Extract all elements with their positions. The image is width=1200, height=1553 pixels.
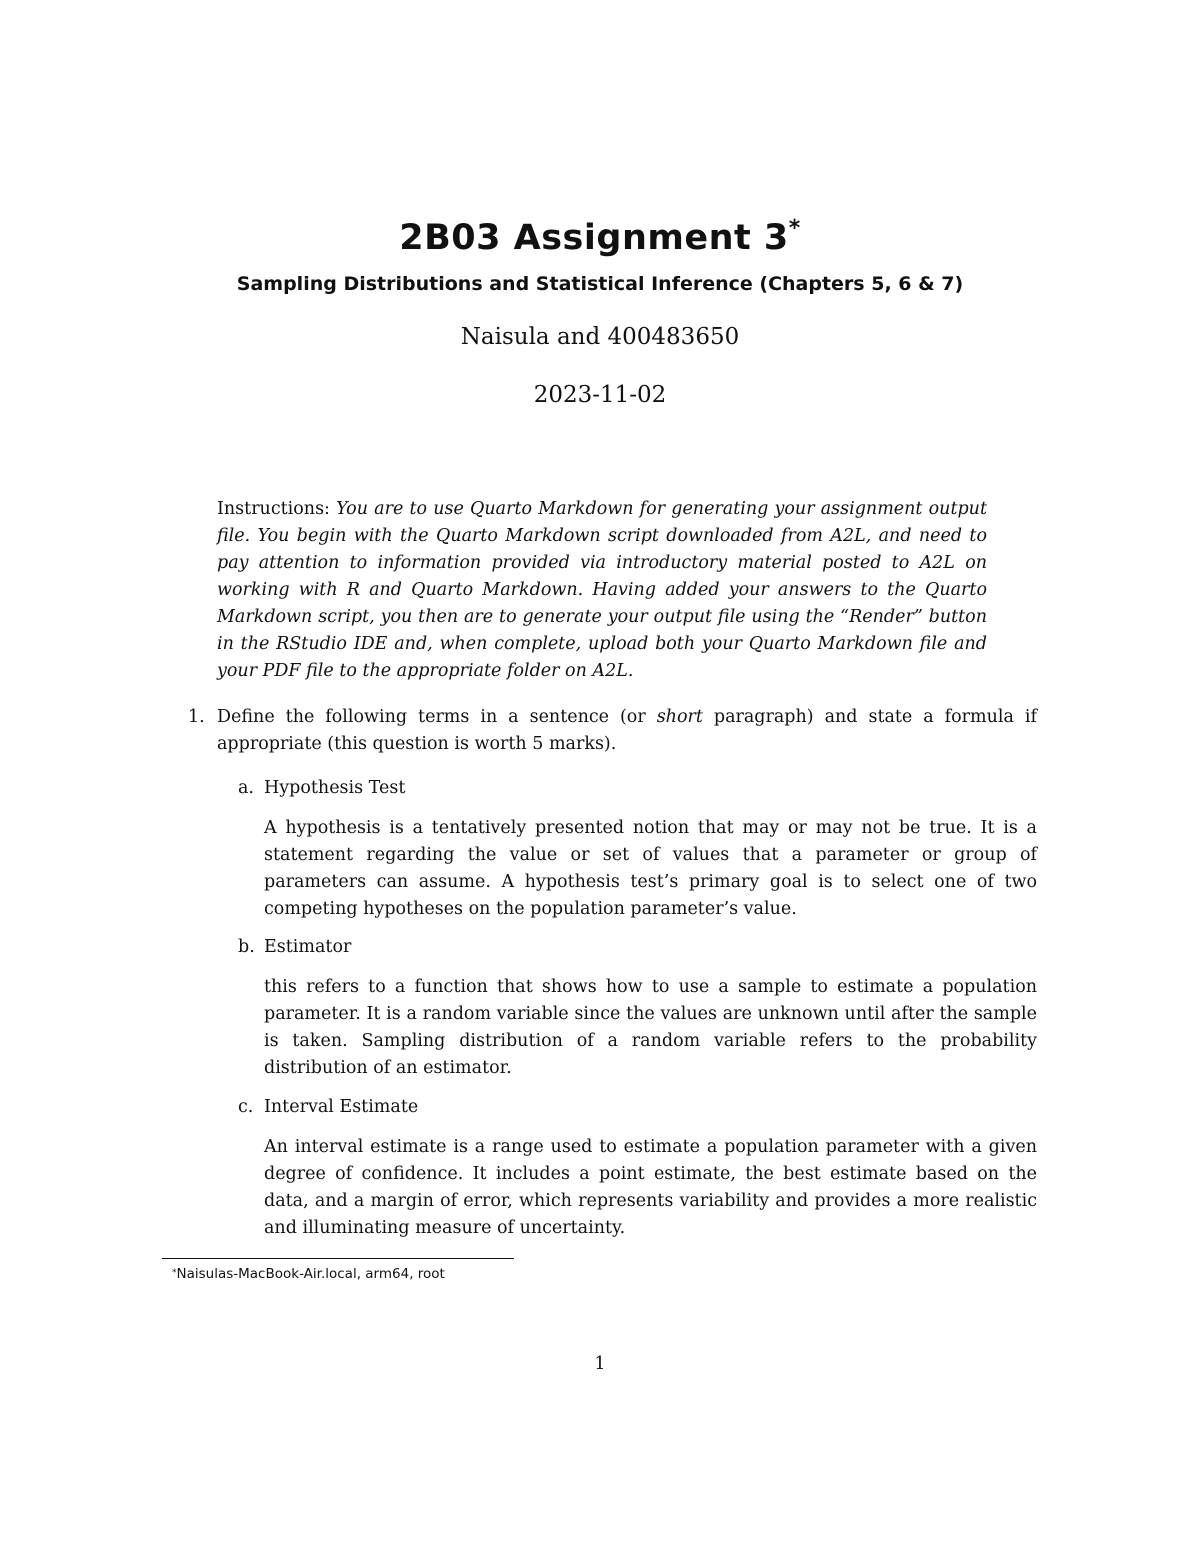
part-b-label: b. [238,937,255,957]
part-b-term: Estimator [264,937,352,957]
part-c-answer: An interval estimate is a range used to estimate a population parameter with a given degree of confidence. It includes a point estimate, the best estimate based on the data, and a margin of error, which represents variability and provides a more realistic and illuminating measure of uncertainty. [264,1137,1037,1238]
question-text [217,704,1037,758]
instructions-lead: Instructions: [217,499,330,519]
footnote-mark: * [172,1268,177,1278]
document-date: 2023-11-02 [533,382,667,408]
page-number: 1 [594,1354,606,1374]
footnote-divider [162,1258,514,1259]
part-a-label: a. [238,778,254,798]
instructions-paragraph [217,496,987,685]
title-footnote-mark: * [788,216,801,241]
part-b-answer: this refers to a function that shows how to use a sample to estimate a population parameter. It is a random variable since the values are unknown until after the sample is taken. Sampling distribution of a random variable refers to the probability distribution of an estimator. [264,977,1037,1078]
question-number: 1. [188,707,205,727]
part-a-term: Hypothesis Test [264,778,406,798]
question-text-emphasis: short [656,707,703,727]
document-subtitle: Sampling Distributions and Statistical Inference (Chapters 5, 6 & 7) [236,273,964,295]
question-text-before: Define the following terms in a sentence (or [217,707,646,727]
document-title [0,218,1200,258]
part-c-label: c. [238,1097,254,1117]
instructions-body: You are to use Quarto Markdown for generating your assignment output file. You begin with the Quarto Markdown script downloaded from A2L, and need to pay attention to information provided via introductory material posted to A2L on working with R and Quarto Markdown. Having added your answers to the Quarto Markdown script, you then are to generate your output file using the “Render” button in the RStudio IDE and, when complete, upload both your Quarto Markdown file and your PDF file to the appropriate folder on A2L. [217,499,987,681]
part-a-answer: A hypothesis is a tentatively presented notion that may or may not be true. It is a statement regarding the value or set of values that a parameter or group of parameters can assume. A hypothesis test’s primary goal is to select one of two competing hypotheses on the population parameter’s value. [264,818,1037,919]
question-text-after: paragraph) and state a formula if appropriate (this question is worth 5 marks). [217,707,1037,754]
document-author: Naisula and 400483650 [460,324,740,350]
part-c-term: Interval Estimate [264,1097,419,1117]
footnote-text: Naisulas-MacBook-Air.local, arm64, root [176,1266,445,1282]
title-text: 2B03 Assignment 3 [399,218,789,258]
footnote [172,1265,445,1283]
